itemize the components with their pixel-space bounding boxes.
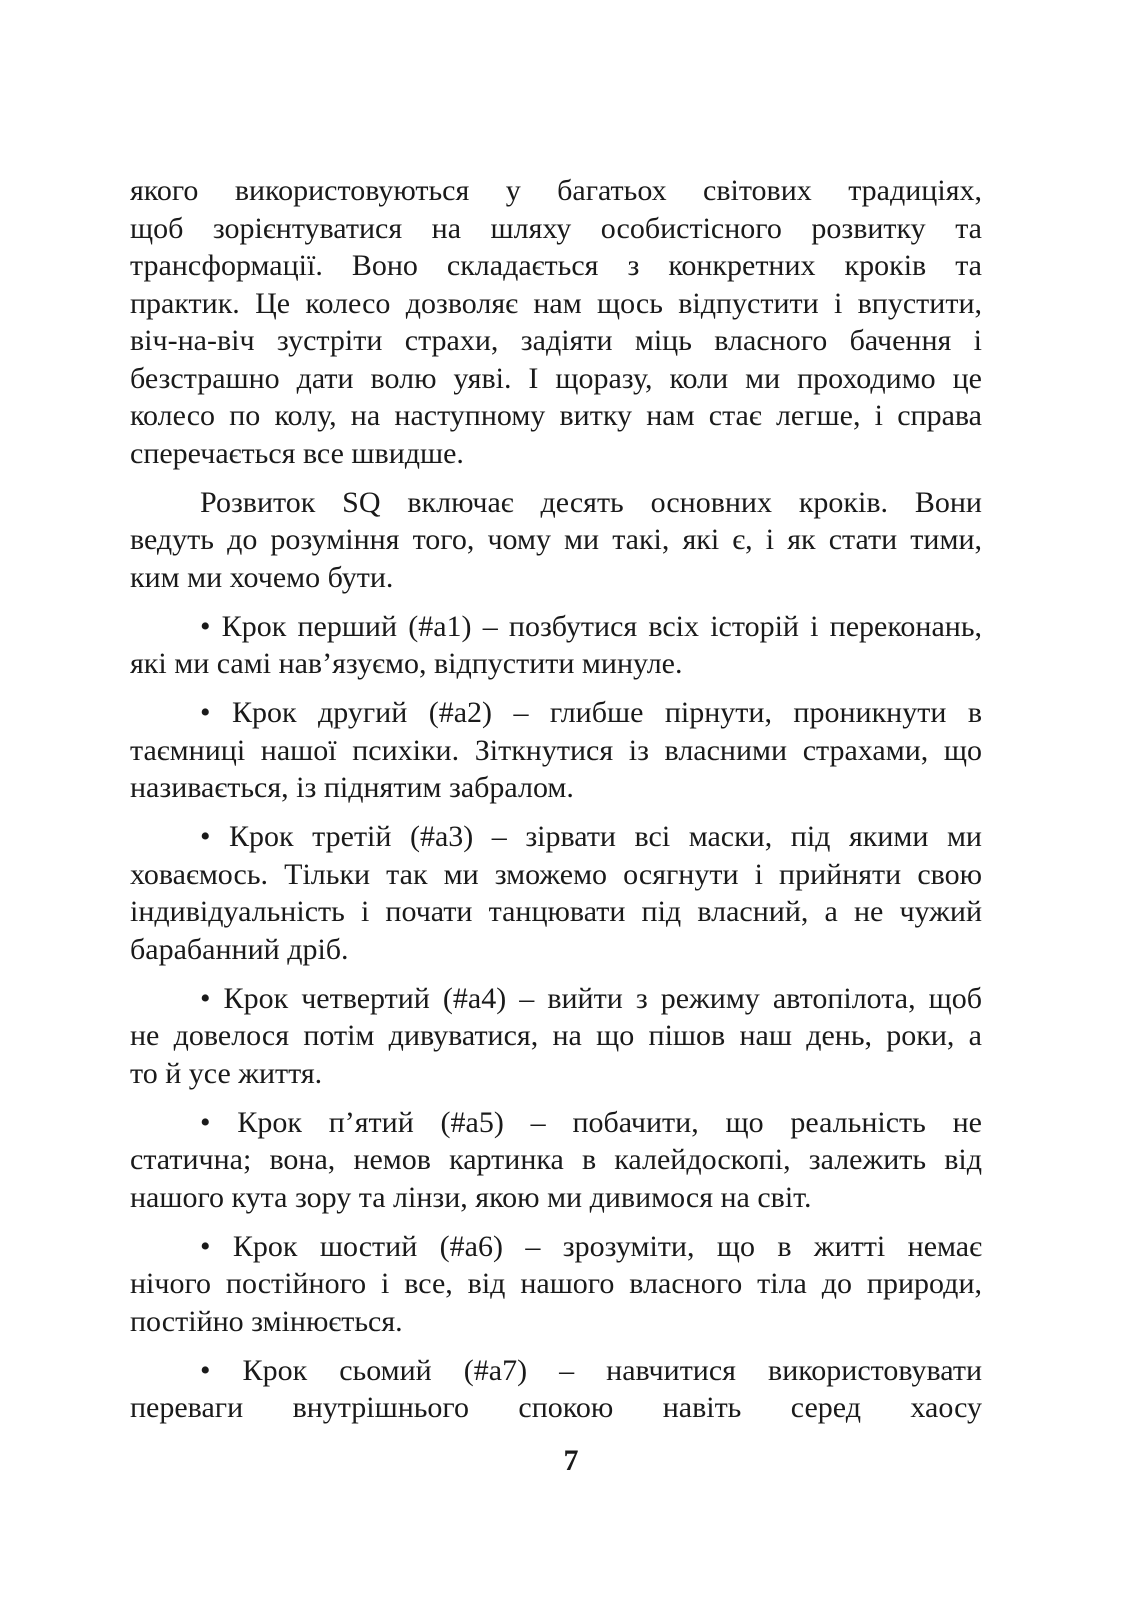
text-line: не довелося потім дивуватися, на що пішов наш день, роки, а — [130, 1019, 982, 1052]
text-line: віч-на-віч зустріти страхи, задіяти міць власного бачення і — [130, 324, 982, 357]
text-line: статична; вона, немов картинка в калейдоскопі, залежить від — [130, 1143, 982, 1176]
text-line: • Крок сьомий (#a7) – навчитися використовувати — [200, 1353, 982, 1387]
paragraph — [130, 1228, 982, 1341]
text-line: • Крок четвертий (#a4) – вийти з режиму автопілота, щоб — [200, 981, 982, 1015]
paragraph — [130, 484, 982, 597]
text-line: індивідуальність і почати танцювати під власний, а не чужий — [130, 895, 982, 928]
text-line: • Крок перший (#a1) – позбутися всіх історій і переконань, — [200, 609, 982, 643]
text-line: переваги внутрішнього спокою навіть серед хаосу — [130, 1391, 982, 1424]
text-line: щоб зорієнтуватися на шляху особистісного розвитку та — [130, 211, 982, 245]
paragraph — [130, 608, 982, 683]
text-line: які ми самі нав’язуємо, відпустити минуле. — [130, 647, 683, 680]
text-line: нашого кута зору та лінзи, якою ми дивимося на світ. — [130, 1180, 812, 1214]
paragraph — [130, 1352, 982, 1427]
paragraph — [130, 818, 982, 968]
text-line: нічого постійного і все, від нашого власного тіла до природи, — [130, 1267, 982, 1300]
text-line: таємниці нашої психіки. Зіткнутися із власними страхами, що — [130, 733, 982, 767]
text-line: практик. Це колесо дозволяє нам щось відпустити і впустити, — [130, 286, 982, 320]
paragraph — [130, 1104, 982, 1217]
text-line: барабанний дріб. — [130, 932, 349, 966]
text-line: то й усе життя. — [130, 1056, 323, 1090]
text-line: Розвиток SQ включає десять основних кроків. Вони — [200, 485, 982, 519]
text-line: • Крок шостий (#a6) – зрозуміти, що в житті немає — [200, 1229, 982, 1263]
text-line: якого використовуються у багатьох світових традиціях, — [130, 174, 982, 207]
text-line: безстрашно дати волю уяві. І щоразу, коли ми проходимо це — [130, 361, 982, 395]
text-line: колесо по колу, на наступному витку нам стає легше, і справа — [130, 399, 982, 432]
page-number: 7 — [563, 1444, 579, 1477]
paragraph — [130, 172, 982, 472]
text-line: сперечається все швидше. — [130, 436, 464, 470]
text-line: називається, із піднятим забралом. — [130, 771, 574, 804]
document-body — [130, 172, 982, 1438]
text-line: постійно змінюється. — [130, 1304, 403, 1338]
text-line: ким ми хочемо бути. — [130, 560, 394, 594]
paragraph — [130, 694, 982, 807]
text-line: • Крок п’ятий (#a5) – побачити, що реальність не — [200, 1105, 982, 1139]
text-line: • Крок третій (#a3) – зірвати всі маски, під якими ми — [200, 820, 982, 853]
text-line: трансформації. Воно складається з конкретних кроків та — [130, 249, 982, 282]
text-line: ховаємось. Тільки так ми зможемо осягнути і прийняти свою — [130, 857, 982, 891]
paragraph — [130, 980, 982, 1093]
text-line: ведуть до розуміння того, чому ми такі, які є, і як стати тими, — [130, 523, 982, 556]
text-line: • Крок другий (#a2) – глибше пірнути, проникнути в — [200, 696, 982, 729]
